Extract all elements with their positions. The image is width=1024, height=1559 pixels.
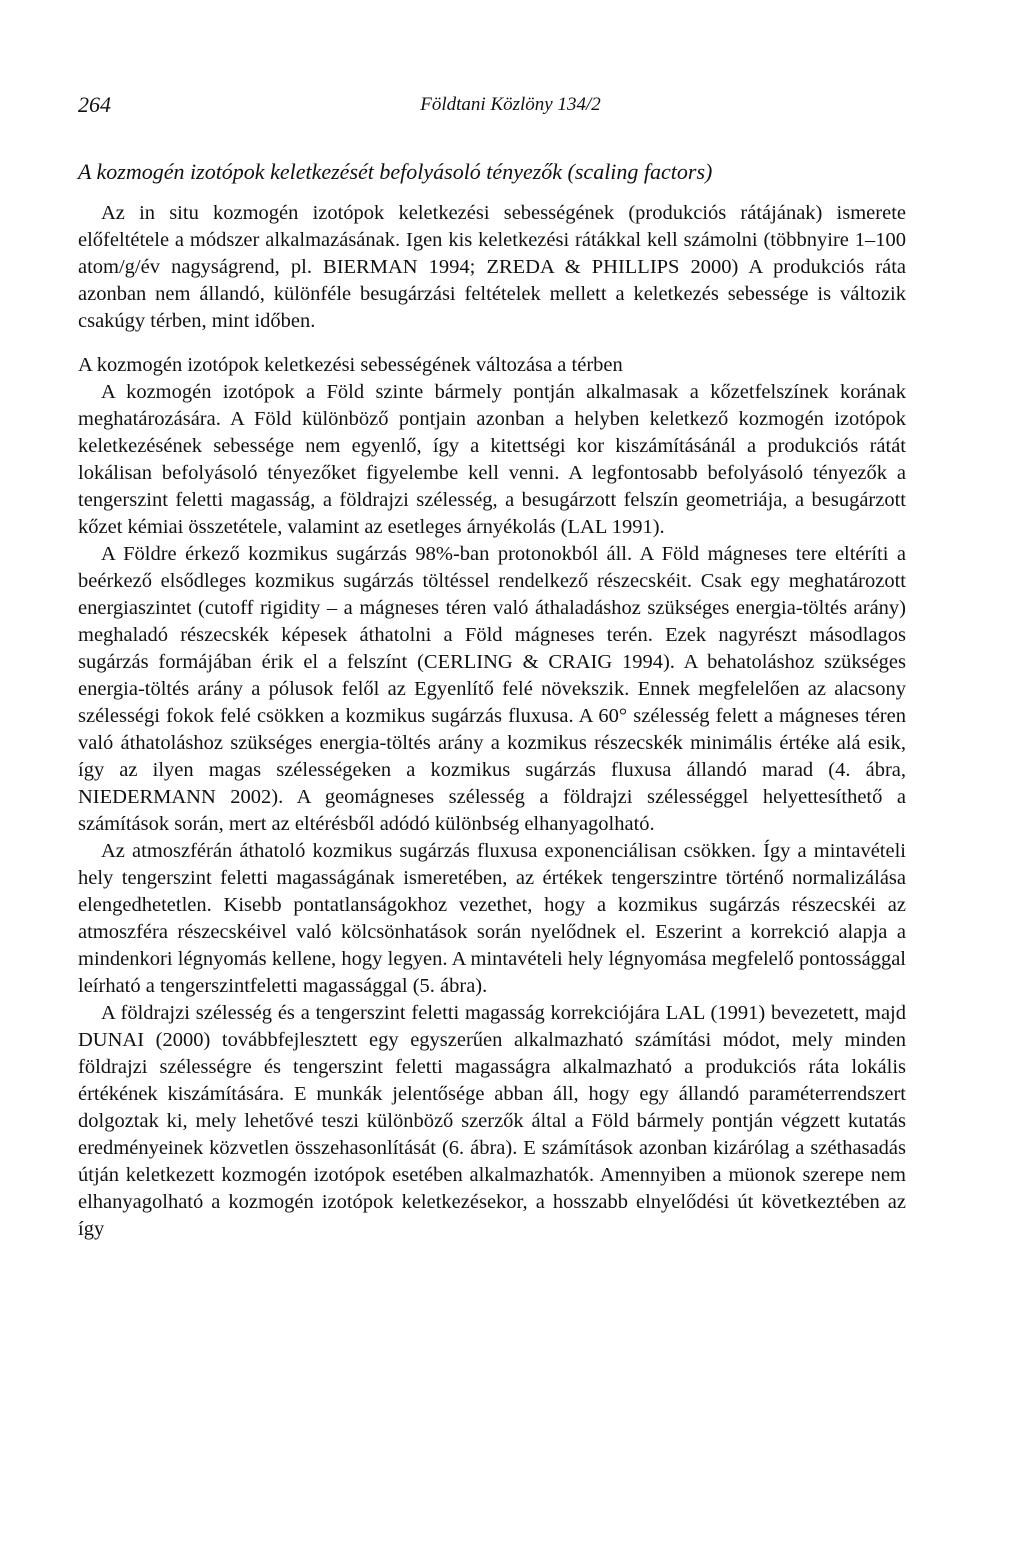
page-header bbox=[78, 92, 943, 122]
section-heading: A kozmogén izotópok keletkezését befolyásoló tényezők (scaling factors) bbox=[78, 159, 713, 184]
article-body bbox=[78, 200, 906, 1243]
subsection-heading: A kozmogén izotópok keletkezési sebességének változása a térben bbox=[78, 354, 623, 376]
paragraph-production-rate: Az in situ kozmogén izotópok keletkezési sebességének (produkciós rátájának) ismerete előfeltétele a módszer alkalmazásának. Igen kis keletkezési rátákkal kell számolni (többnyire 1–100 atom/g/év nagyságrend, pl. BIERMAN 1994; ZREDA & PHILLIPS 2000) A produkciós ráta azonban nem állandó, különféle besugárzási feltételek mellett a keletkezés sebessége is változik csakúgy térben, mint időben. bbox=[78, 202, 906, 332]
journal-running-title: Földtani Közlöny 134/2 bbox=[420, 94, 601, 115]
paragraph-atmosphere: Az atmoszférán áthatoló kozmikus sugárzás fluxusa exponenciálisan csökken. Így a mintavételi hely tengerszint feletti magasságának ismeretében, az értékek tengerszintre történő normalizálása elengedhetetlen. Kisebb pontatlanságokhoz vezethet, hogy a kozmikus sugárzás részecskéi az atmoszféra részecskéivel való kölcsönhatások során nyelődnek el. Eszerint a korrekció alapja a mindenkori légnyomás kellene, hogy legyen. A mintavételi hely légnyomása megfelelő pontossággal leírható a tengerszintfeletti magassággal (5. ábra). bbox=[78, 840, 906, 997]
paragraph-correction: A földrajzi szélesség és a tengerszint feletti magasság korrekciójára LAL (1991) bevezetett, majd DUNAI (2000) továbbfejlesztett egy egyszerűen alkalmazható számítási módot, mely minden földrajzi szélességre és tengerszint feletti magasságra alkalmazható a produkciós ráta lokális értékének kiszámítására. E munkák jelentősége abban áll, hogy egy állandó paraméterrendszert dolgoztak ki, mely lehetővé teszi különböző szerzők által a Föld bármely pontján végzett kutatás eredményeinek közvetlen összehasonlítását (6. ábra). E számítások azonban kizárólag a széthasadás útján keletkezett kozmogén izotópok esetében alkalmazhatók. Amennyiben a müonok szerepe nem elhanyagolható a kozmogén izotópok keletkezésekor, a hosszabb elnyelődési út következtében az így bbox=[78, 1002, 906, 1240]
paragraph-cosmic-radiation: A Földre érkező kozmikus sugárzás 98%-ban protonokból áll. A Föld mágneses tere eltéríti a beérkező elsődleges kozmikus sugárzás töltéssel rendelkező részecskéit. Csak egy meghatározott energiaszintet (cutoff rigidity – a mágneses téren való áthaladáshoz szükséges energia-töltés arány) meghaladó részecskék képesek áthatolni a Föld mágneses terén. Ezek nagyrészt másodlagos sugárzás formájában érik el a felszínt (CERLING & CRAIG 1994). A behatoláshoz szükséges energia-töltés arány a pólusok felől az Egyenlítő felé növekszik. Ennek megfelelően az alacsony szélességi fokok felé csökken a kozmikus sugárzás fluxusa. A 60° szélesség felett a mágneses téren való áthatoláshoz szükséges energia-töltés arány a kozmikus részecskék minimális értéke alá esik, így az ilyen magas szélességeken a kozmikus sugárzás fluxusa állandó marad (4. ábra, NIEDERMANN 2002). A geomágneses szélesség a földrajzi szélességgel helyettesíthető a számítások során, mert az eltérésből adódó különbség elhanyagolható. bbox=[78, 543, 906, 835]
paragraph-spatial-factors: A kozmogén izotópok a Föld szinte bármely pontján alkalmasak a kőzetfelszínek korának meghatározására. A Föld különböző pontjain azonban a helyben keletkező kozmogén izotópok keletkezésének sebessége nem egyenlő, így a kitettségi kor kiszámításánál a produkciós rátát lokálisan befolyásoló tényezőket figyelembe kell venni. A legfontosabb befolyásoló tényezők a tengerszint feletti magasság, a földrajzi szélesség, a besugárzott felszín geometriája, a besugárzott kőzet kémiai összetétele, valamint az esetleges árnyékolás (LAL 1991). bbox=[78, 381, 906, 538]
page-number: 264 bbox=[78, 92, 111, 117]
